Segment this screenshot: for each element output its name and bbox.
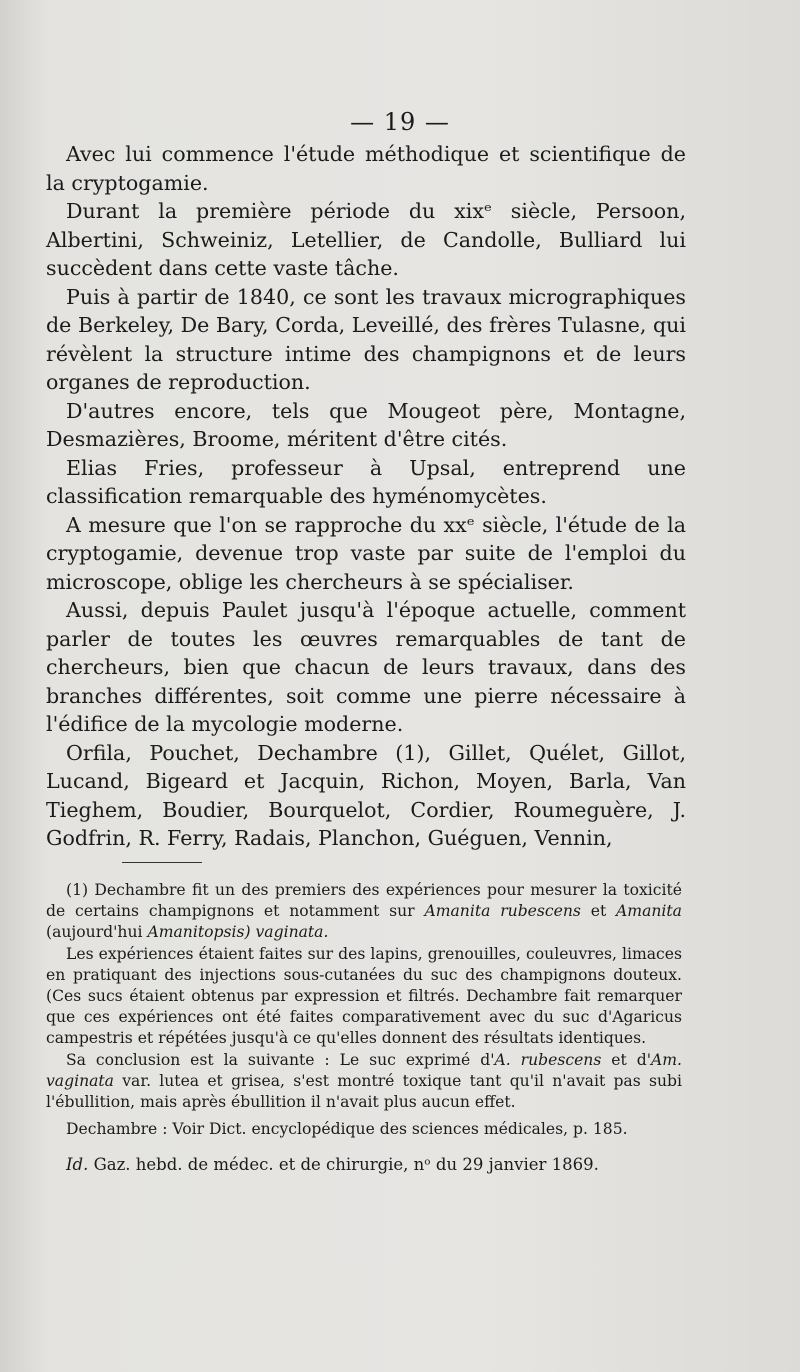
main-text <box>46 140 686 853</box>
paragraph: Durant la première période du xixᵉ siècle, Persoon, Albertini, Schweiniz, Letellier, de Candolle, Bulliard lui succèdent dans cette vaste tâche. <box>46 199 686 280</box>
footnote: Les expériences étaient faites sur des lapins, grenouilles, couleuvres, limaces en pratiquant des injections sous-cutanées du suc des champignons douteux. (Ces sucs étaient obtenus par expression et filtrés. Dechambre fait remarquer que ces expériences ont été faites comparativement avec du suc d'Agaricus campestris et répétées jusqu'à ce qu'elles donnent des résultats identiques. <box>46 945 682 1047</box>
paragraph: Puis à partir de 1840, ce sont les travaux micrographiques de Berkeley, De Bary, Corda, Leveillé, des frères Tulasne, qui révèlent la structure intime des champignons et de leurs organes de reproduction. <box>46 284 686 394</box>
footnote-citation: Dechambre : Voir Dict. encyclopédique des sciences médicales, p. 185. <box>66 1120 628 1138</box>
paragraph: D'autres encore, tels que Mougeot père, Montagne, Desmazières, Broome, méritent d'être cités. <box>46 398 686 451</box>
footnote-text: et d' <box>601 1051 651 1069</box>
footnote-text: (1) Dechambre fit un des premiers des expériences pour mesurer la toxicité de certains champignons et notamment sur <box>46 881 682 920</box>
footnote <box>46 880 682 943</box>
paragraph: Orfila, Pouchet, Dechambre (1), Gillet, Quélet, Gillot, Lucand, Bigeard et Jacquin, Richon, Moyen, Barla, Van Tieghem, Boudier, Bourquelot, Cordier, Roumeguère, J. Godfrin, R. Ferry, Radais, Planchon, Guéguen, Vennin, <box>46 740 686 850</box>
footnote <box>46 1050 682 1113</box>
footnote-italic: Amanita rubescens <box>424 902 581 920</box>
footnote-italic: Id. <box>66 1155 89 1174</box>
page-number: — 19 — <box>350 108 450 136</box>
footnote-text: (aujourd'hui <box>46 923 148 941</box>
paragraph: Elias Fries, professeur à Upsal, entreprend une classification remarquable des hyménomycètes. <box>46 455 686 508</box>
footnote-italic: Amanita <box>616 902 682 920</box>
paragraph: A mesure que l'on se rapproche du xxᵉ siècle, l'étude de la cryptogamie, devenue trop vaste par suite de l'emploi du microscope, oblige les chercheurs à se spécialiser. <box>46 512 686 594</box>
footnote-citation <box>46 1154 682 1175</box>
paragraph: Aussi, depuis Paulet jusqu'à l'époque actuelle, comment parler de toutes les œuvres remarquables de tant de chercheurs, bien que chacun de leurs travaux, dans des branches différentes, soit comme une pierre nécessaire à l'édifice de la mycologie moderne. <box>46 598 686 736</box>
footnote-text: Sa conclusion est la suivante : Le suc exprimé d' <box>66 1051 495 1069</box>
footnote-text: et <box>580 902 617 920</box>
footnote-rule <box>122 862 202 863</box>
footnote-text: Gaz. hebd. de médec. et de chirurgie, nᵒ du 29 janvier 1869. <box>88 1155 599 1174</box>
paragraph: Avec lui commence l'étude méthodique et scientifique de la cryptogamie. <box>46 142 686 195</box>
footnote-italic: A. rubescens <box>494 1051 602 1069</box>
footnotes <box>46 880 682 1176</box>
footnote-italic: Amanitopsis) vaginata. <box>147 923 329 941</box>
footnote-text: var. lutea et grisea, s'est montré toxique tant qu'il n'avait pas subi l'ébullition, mais après ébullition il n'avait plus aucun effet. <box>46 1072 682 1111</box>
footnote-italic: Am. vaginata <box>46 1051 682 1090</box>
